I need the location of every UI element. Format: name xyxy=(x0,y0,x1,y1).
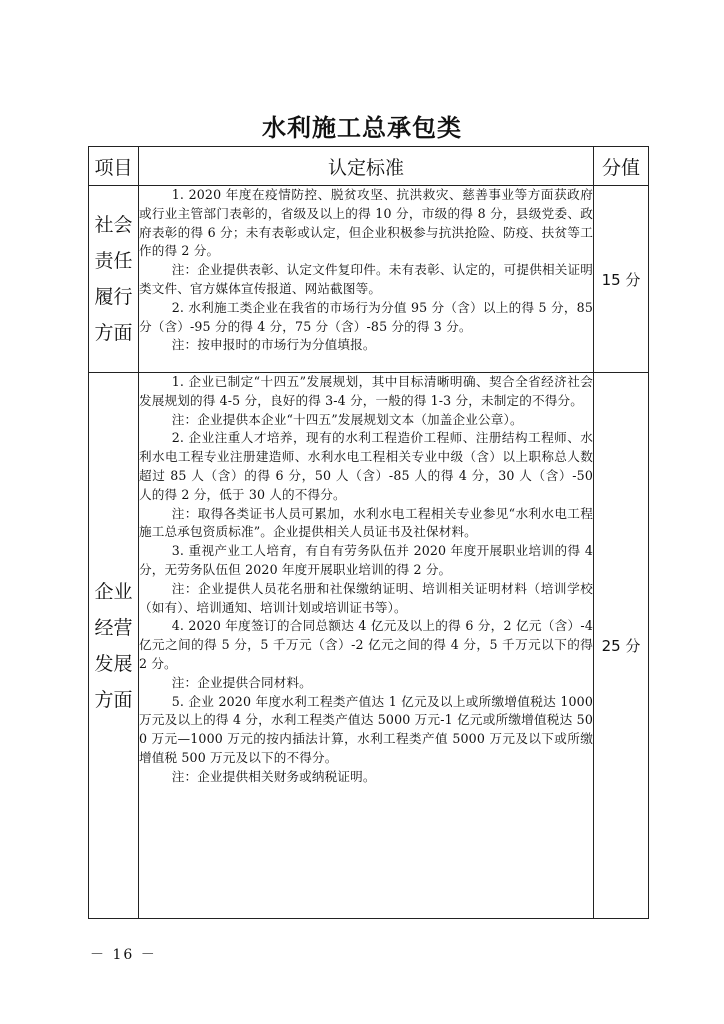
standard-paragraph: 3. 重视产业工人培育，有自有劳务队伍并 2020 年度开展职业培训的得 4 分，无劳务队伍但 2020 年度开展职业培训的得 2 分。 xyxy=(139,543,593,577)
item-label-line: 经营 xyxy=(94,616,133,639)
header-item: 项目 xyxy=(89,147,139,186)
item-cell xyxy=(89,186,139,373)
standard-cell xyxy=(139,186,594,373)
score-cell: 25 分 xyxy=(594,373,649,919)
score-cell: 15 分 xyxy=(594,186,649,373)
table-header-row xyxy=(89,147,649,186)
table-row xyxy=(89,373,649,919)
standard-paragraph: 1. 2020 年度在疫情防控、脱贫攻坚、抗洪救灾、慈善事业等方面获政府或行业主管部门表彰的，省级及以上的得 10 分，市级的得 8 分，县级党委、政府表彰的得 6 分；未有表彰或认定，但企业积极参与抗洪抢险、防疫、扶贫等工作的得 2 分。 xyxy=(139,187,593,259)
item-cell xyxy=(89,373,139,919)
standard-paragraph: 2. 企业注重人才培养，现有的水利工程造价工程师、注册结构工程师、水利水电工程专业注册建造师、水利水电工程相关专业中级（含）以上职称总人数超过 85 人（含）的得 6 分，50 人（含）-85 人的得 4 分，30 人（含）-50 人的得 2 分，低于 30 人的不得分。 xyxy=(139,430,593,502)
header-score: 分值 xyxy=(594,147,649,186)
standard-note: 注：取得各类证书人员可累加，水利水电工程相关专业参见“水利水电工程施工总承包资质标准”。企业提供相关人员证书及社保材料。 xyxy=(139,505,593,540)
item-label-line: 社会 xyxy=(94,214,133,236)
standard-paragraph: 4. 2020 年度签订的合同总额达 4 亿元及以上的得 6 分，2 亿元（含）-4 亿元之间的得 5 分，5 千万元（含）-2 亿元之间的得 4 分，5 千万元以下的得 2 分。 xyxy=(139,618,593,671)
standard-note: 注：企业提供相关财务或纳税证明。 xyxy=(171,768,376,784)
page-number: － 16 － xyxy=(90,947,157,963)
standard-paragraph: 2. 水利施工类企业在我省的市场行为分值 95 分（含）以上的得 5 分，85 分（含）-95 分的得 4 分，75 分（含）-85 分的得 3 分。 xyxy=(139,299,593,334)
standard-note: 注：企业提供合同材料。 xyxy=(171,674,312,690)
item-label-line: 方面 xyxy=(94,322,133,344)
standard-note: 注：企业提供表彰、认定文件复印件。未有表彰、认定的，可提供相关证明类文件、官方媒体宣传报道、网站截图等。 xyxy=(139,262,593,296)
standard-paragraph: 1. 企业已制定“十四五”发展规划，其中目标清晰明确、契合全省经济社会发展规划的得 4-5 分，良好的得 3-4 分，一般的得 1-3 分，未制定的不得分。 xyxy=(139,374,593,408)
criteria-table xyxy=(88,146,649,919)
item-label-line: 方面 xyxy=(94,688,133,711)
page-title: 水利施工总承包类 xyxy=(262,114,462,142)
standard-cell xyxy=(139,373,594,919)
standard-paragraph: 5. 企业 2020 年度水利工程类产值达 1 亿元及以上或所缴增值税达 1000 万元及以上的得 4 分，水利工程类产值达 5000 万元-1 亿元或所缴增值税达 500 万元—1000 万元的按内插法计算，水利工程类产值 5000 万元及以下或所缴增值税 500 万元及以下的不得分。 xyxy=(139,693,593,765)
standard-note: 注：企业提供人员花名册和社保缴纳证明、培训相关证明材料（培训学校（如有）、培训通知、培训计划或培训证书等）。 xyxy=(139,580,593,615)
table-row xyxy=(89,186,649,373)
item-label-line: 发展 xyxy=(94,652,133,675)
item-label-line: 履行 xyxy=(94,286,133,308)
standard-note: 注：企业提供本企业“十四五”发展规划文本（加盖企业公章）。 xyxy=(171,411,523,427)
header-standard: 认定标准 xyxy=(139,147,594,186)
item-label-line: 责任 xyxy=(94,250,133,272)
standard-note: 注：按申报时的市场行为分值填报。 xyxy=(171,337,376,353)
item-label-line: 企业 xyxy=(94,580,133,603)
